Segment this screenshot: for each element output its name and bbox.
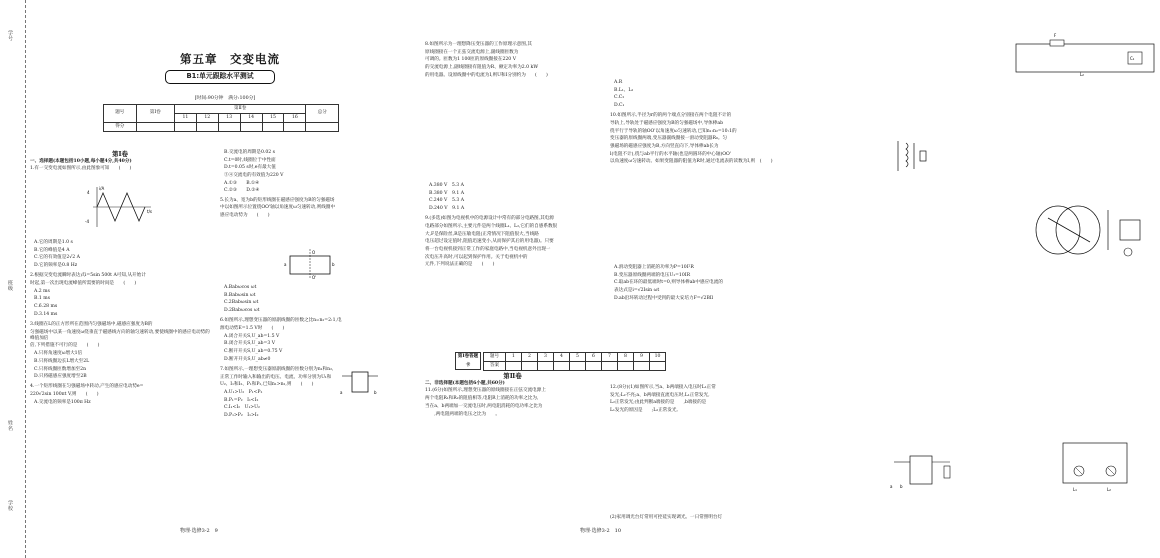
q8-option-d[interactable]: D.240 V 9.1 A: [429, 206, 465, 212]
part2-title: 第Ⅱ卷: [503, 372, 522, 380]
answer-cell[interactable]: [522, 362, 538, 371]
q10-stem-7: 以角速度ω匀速转动。如果变阻器的阻值为R时,通过电流表的读数为I,则 ( ): [610, 159, 773, 165]
q6-option-b[interactable]: B.闭合开关S,U_ab=3 V: [224, 341, 276, 347]
answer-num: 7: [602, 353, 618, 362]
answer-cell[interactable]: [586, 362, 602, 371]
q10-option-c2: 表达式是i=√2Isin ωt: [614, 288, 660, 294]
answer-row-label: 题号: [484, 353, 506, 362]
q3-option-d[interactable]: D.只将磁感应强度增至2B: [34, 374, 87, 380]
answer-cell[interactable]: [618, 362, 634, 371]
svg-text:-4: -4: [85, 219, 89, 224]
column-right-2: [610, 80, 790, 167]
part1-section: 一、选择题(本题包括10小题,每小题4分,共40分): [30, 158, 132, 164]
q5-option-b[interactable]: B.Babωsin ωt: [224, 292, 256, 298]
q8-stem-4: 的交流电源上,副线圈接有阻值为R、额定功率为2.0 kW: [425, 65, 539, 71]
q9-option-c[interactable]: C.C₂: [614, 95, 625, 101]
q10-option-d[interactable]: D.ab沿环转动过程中受到的最大安培力F=√2BIl: [614, 295, 714, 301]
score-col-header: 第Ⅰ卷: [136, 105, 174, 123]
q10-stem-2: 导轨上,导轨处于磁感应强度为B的匀强磁场中,导体棒ab: [610, 120, 724, 126]
svg-text:L₁: L₁: [1073, 487, 1077, 492]
q7-stem-3: U₂、I₁和I₂、P₁和P₂,已知n₁>n₂,则 ( ): [220, 382, 314, 388]
score-col-header: 14: [240, 114, 262, 123]
left-page: [0, 0, 400, 558]
score-table: [103, 104, 339, 132]
answer-cell[interactable]: [602, 362, 618, 371]
svg-text:L₂: L₂: [1107, 487, 1111, 492]
q3-option-c[interactable]: C.只将线圈匝数增加至2n: [34, 366, 87, 372]
score-cell[interactable]: [306, 123, 339, 132]
q5-option-c[interactable]: C.2Babωsin ωt: [224, 300, 259, 306]
q9-stem-4: 电压超过设定值时,阻值迅速变小,从而保护其后的用电器)。只要: [425, 239, 554, 245]
q8-transformer-diagram: [888, 135, 938, 177]
q10-stem-3: 绕平行于导轨的轴OO'以角速度ω匀速转动,已知n₁:n₂=10:1的: [610, 128, 737, 134]
q1-option-c[interactable]: C.它的有效值是2√2 A: [34, 255, 80, 261]
q9-stem: 9.(多选)如图为电视机中的电源设计中常有的部分电路图,其电源: [425, 216, 554, 222]
q3-option-b[interactable]: B.只将线圈边长L增大至2L: [34, 358, 90, 364]
svg-text:L₂: L₂: [1080, 72, 1084, 77]
right-page: [400, 0, 1135, 558]
q4-stem-2: 220√2sin 100πt V,则 ( ): [30, 392, 99, 398]
q6-option-d[interactable]: D.断开开关S,U_ab≠0: [224, 356, 271, 362]
q1-option-d[interactable]: D.它的频率是0.8 Hz: [34, 263, 78, 269]
q7-stem: 7.如图所示,一理想变压器原副线圈的匝数分别为n₁和n₂,: [220, 366, 334, 372]
q7-option-d[interactable]: D.P₁>P₂ I₁>I₂: [224, 413, 259, 418]
q6-stem-2: 源电动势E=1.5 V时 ( ): [220, 325, 285, 331]
q5-stem-2: 中以如图所示位置绕OO'轴以角速度ω匀速转动,则线圈中: [220, 205, 336, 211]
answer-row-label: 答案: [484, 362, 506, 371]
q5-coil-diagram: [280, 248, 340, 280]
column-right-2b: [610, 265, 790, 303]
score-cell[interactable]: [240, 123, 262, 132]
q8-stem: 8.如图所示为一理想降压变压器的工作原理示意图,其: [425, 42, 532, 47]
q11-stem: 11.(6分)如图所示,理想变压器的原线圈接在正弦交流电源上: [425, 388, 546, 394]
q10-stem-5: 强磁场的磁感应强度为B,方向竖直向下,导体棒ab长为: [610, 144, 719, 149]
svg-text:4: 4: [87, 190, 90, 195]
exam-info: [时间:90分钟 满分:100分]: [194, 96, 256, 101]
q4-note: ③④交流电的有效值为220 V: [224, 173, 284, 179]
q4-option-a[interactable]: A.交流电的频率是100π Hz: [34, 399, 91, 405]
q2-stem-2: 时起,第一次出现电流峰值所需要的时间是 ( ): [30, 280, 137, 286]
score-cell[interactable]: [284, 123, 306, 132]
q10-stem: 10.如图所示,半径为r的的两个端点分别接在两个电阻不计的: [610, 113, 732, 119]
q9-stem-7: 元件,下列说法正确的是 ( ): [425, 262, 495, 268]
answer-num: 2: [522, 353, 538, 362]
score-col-header: 15: [262, 114, 284, 123]
binding-label: 学号: [7, 30, 14, 41]
q4-stem: 4.一个矩形线圈在匀强磁场中转动,产生的感应电动势e=: [30, 384, 144, 390]
answer-num: 9: [634, 353, 650, 362]
q4-option-d[interactable]: D.t=0.05 s时,e有最大值: [224, 165, 276, 171]
score-cell[interactable]: [218, 123, 240, 132]
footer-left: 物理·选修3-2 9: [180, 528, 218, 534]
svg-text:F: F: [1054, 33, 1057, 38]
q10-option-a[interactable]: A.滑动变阻器上消耗的功率为P=10I²R: [614, 265, 694, 270]
q2-option-b[interactable]: B.1 ms: [34, 296, 50, 302]
column-right-1: [425, 42, 600, 80]
answer-num: 6: [586, 353, 602, 362]
q4-option-c[interactable]: C.t=0时,线圈位于中性面: [224, 157, 276, 163]
svg-text:O': O': [312, 275, 317, 280]
answer-cell[interactable]: [570, 362, 586, 371]
subtitle-box: B1:单元跟踪水平测试: [165, 70, 275, 84]
q11-stem-4: ,两电阻两端的电压之比为 。: [425, 411, 500, 417]
q8-option-c[interactable]: C.240 V 5.3 A: [429, 198, 465, 204]
q1-graph: [85, 185, 155, 229]
column-left-2: [220, 150, 395, 221]
answer-cell[interactable]: [634, 362, 650, 371]
q5-stem-3: 感应电动势为 ( ): [220, 213, 270, 218]
q12-stem-4: L₁发光的原因是 ;L₂正常发光,: [610, 408, 678, 414]
q6-stem: 6.如图所示,理想变压器的原副线圈的匝数之比n₁:n₂=2:1,电: [220, 318, 342, 324]
part2-section: 二、非选择题(本题包括6小题,共60分): [425, 380, 505, 386]
svg-text:b: b: [900, 484, 903, 489]
q11-stem-3: 当在a、b两端加一交流电压时,两电阻消耗的电功率之比为: [425, 403, 543, 409]
q5-option-d[interactable]: D.2Babωcos ωt: [224, 308, 260, 314]
q10-option-c[interactable]: C.取ab在环的最低端时t=0,则导体棒ab中感应电流的: [614, 280, 723, 286]
q9-stem-6: 次电压升高时,可以起到保护作用。关于电视机中的: [425, 254, 528, 260]
answer-num: 10: [650, 353, 666, 362]
q2-stem: 2.根据交变电流瞬时表达式i=5sin 500t A可知,从开始计: [30, 273, 146, 279]
answer-num: 3: [538, 353, 554, 362]
svg-text:b: b: [332, 262, 335, 267]
q9-stem-3: 大,F是保险丝,R是压敏电阻(正常情况下阻值很大,当线路: [425, 231, 539, 237]
q3-stem-2: 匀强磁场中以某一角速度ω绕垂直于磁感线方向的轴匀速转动,要使线圈中的感应电动势的峰值加倍: [30, 329, 210, 341]
svg-text:O: O: [312, 250, 316, 255]
answer-num: 1: [506, 353, 522, 362]
column-left-1: [30, 150, 210, 174]
q12-stem: 12.(8分)(1)如图所示,当a、b两端接入电压时L₁正常: [610, 385, 716, 390]
q11-stem-2: 两个电阻R₁和R₂的阻值相等,电阻R上消耗的功率之比为,: [425, 396, 539, 402]
q3-stem-3: 倍,下列措施不可行的是 ( ): [30, 343, 100, 349]
q10-ring-diagram: [1028, 200, 1148, 258]
binding-label: 姓名: [7, 420, 14, 431]
q9-circuit-diagram: [1010, 33, 1160, 78]
q8-stem-5: 的用电器。设原线圈中的电流为I,则U和I分别约为 ( ): [425, 72, 548, 78]
binding-label: 班级: [7, 280, 14, 291]
footer-right: 物理·选修3-2 10: [580, 528, 622, 534]
q2-option-c[interactable]: C.6.28 ms: [34, 304, 58, 309]
score-col-header: 11: [174, 114, 196, 123]
binding-margin: [0, 0, 26, 558]
q4-combo-2[interactable]: C.②③ D.②④: [224, 188, 260, 194]
q10-stem-4: 变压器的原线圈两端,变压器副线圈接一滑动变阻器R₀。匀: [610, 136, 728, 142]
column-left-1b: [30, 240, 210, 407]
part1-title: 第Ⅰ卷: [111, 150, 129, 158]
q4-option-b[interactable]: B.交流电的周期是0.02 s: [224, 150, 276, 155]
column-right-1b: [425, 183, 600, 270]
answer-cell[interactable]: [650, 362, 666, 371]
q7-option-b[interactable]: B.P₁=P₂ I₁<I₂: [224, 397, 259, 403]
score-col-header: 12: [196, 114, 218, 123]
q9-option-d[interactable]: D.C₁: [614, 103, 625, 109]
q9-stem-5: 将一台电视机接到正常工作的家庭电路中,当电视机意外出现一: [425, 247, 551, 252]
q12-stem-5: (2)家用调光台灯常用可控硅实现调光。一日常照明台灯: [610, 515, 723, 520]
answer-cell[interactable]: [538, 362, 554, 371]
svg-text:b: b: [374, 390, 377, 395]
q5-option-a[interactable]: A.Babωcos ωt: [224, 285, 257, 290]
q5-stem: 5.长为a、宽为b的矩形线圈在磁感应强度为B的匀强磁场: [220, 197, 335, 203]
score-cell[interactable]: [136, 123, 174, 132]
q6-transformer-diagram: [340, 368, 380, 396]
svg-text:a: a: [890, 484, 893, 489]
column-right-2c: [610, 385, 790, 416]
q10-option-b[interactable]: B.变压器原线圈两端的电压U₁=10IR: [614, 272, 691, 278]
svg-text:a: a: [284, 262, 287, 267]
part2-block: [425, 372, 600, 419]
q12-stem-2: 发光;L₂不亮;a、b两端接直流电压时,L₁正常发光,: [610, 392, 710, 398]
q8-stem-3: 可调的。匝数为1 100匝的原线圈接在220 V: [425, 57, 517, 63]
score-row-label: 得分: [104, 123, 137, 132]
q12-circuit-diagram: [1055, 435, 1135, 495]
score-cell[interactable]: [196, 123, 218, 132]
score-cell[interactable]: [174, 123, 196, 132]
score-col-header: 题号: [104, 105, 137, 123]
answer-num: 5: [570, 353, 586, 362]
q1-stem: 1.有一交变电流如图所示,由此图象可知 ( ): [30, 166, 132, 172]
binding-label: 学校: [7, 500, 14, 511]
score-top-header: 第Ⅱ卷: [174, 105, 305, 114]
q3-option-a[interactable]: A.只将角速度ω增大1倍: [34, 351, 83, 357]
q2-option-a[interactable]: A.2 ms: [34, 288, 50, 294]
q8-stem-2: 原线圈接在一个正弦交流电源上,副线圈匝数为: [425, 49, 519, 55]
q10-stem-6: l(电阻不计),绕与ab平行的水平轴(也是两圆环的中心轴)OO': [610, 151, 732, 157]
q1-option-b[interactable]: B.它的峰值是4 A: [34, 247, 70, 253]
answer-num: 4: [554, 353, 570, 362]
q3-stem: 3.线圈在L的正方形所在范围内匀强磁场中,磁感应强度为B的: [30, 321, 153, 327]
q6-option-c[interactable]: C.断开开关S,U_ab=0.75 V: [224, 349, 283, 354]
q4-combo-1[interactable]: A.①③ B.①④: [224, 180, 260, 186]
q7-option-c[interactable]: C.I₁<I₂ U₁>U₂: [224, 405, 260, 411]
q12-part2: [610, 515, 790, 523]
q8-option-b[interactable]: B.380 V 9.1 A: [429, 190, 465, 196]
score-cell[interactable]: [262, 123, 284, 132]
answer-num: 8: [618, 353, 634, 362]
score-col-header: 总分: [306, 105, 339, 123]
q11-transformer-diagram: [890, 450, 960, 490]
q9-option-b[interactable]: B.L₁、L₂: [614, 87, 634, 93]
q7-stem-2: 正常工作时输入和输出的电压、电流、功率分别为U₁和: [220, 374, 332, 380]
q1-option-a[interactable]: A.它的周期是1.0 s: [34, 240, 73, 245]
q8-option-a[interactable]: A.380 V 5.3 A: [429, 183, 465, 188]
svg-text:C₁: C₁: [1130, 56, 1135, 61]
score-col-header: 13: [218, 114, 240, 123]
score-col-header: 16: [284, 114, 306, 123]
svg-text:a: a: [340, 390, 343, 395]
column-left-2b: [220, 285, 395, 421]
q6-option-a[interactable]: A.闭合开关S,U_ab=1.5 V: [224, 333, 280, 339]
svg-text:t/s: t/s: [147, 209, 152, 214]
q9-stem-2: 电路部分如图所示,主要元件是两个线圈L₁、L₂,它们的自感系数很: [425, 223, 558, 229]
q9-option-a[interactable]: A.R: [614, 80, 623, 85]
answer-cell[interactable]: [506, 362, 522, 371]
answer-sheet-label: 第Ⅰ卷答题卡: [455, 352, 481, 370]
q7-option-a[interactable]: A.U₁>U₂ P₁<P₂: [224, 389, 263, 395]
answer-cell[interactable]: [554, 362, 570, 371]
q12-stem-3: L₂正常发光;由此判断a端接的是 ,b端接的是: [610, 400, 716, 406]
chapter-title: 第五章 交变电流: [180, 52, 280, 66]
answer-sheet-table: [483, 352, 666, 371]
svg-text:i/A: i/A: [99, 186, 105, 191]
q2-option-d[interactable]: D.3.14 ms: [34, 311, 58, 317]
